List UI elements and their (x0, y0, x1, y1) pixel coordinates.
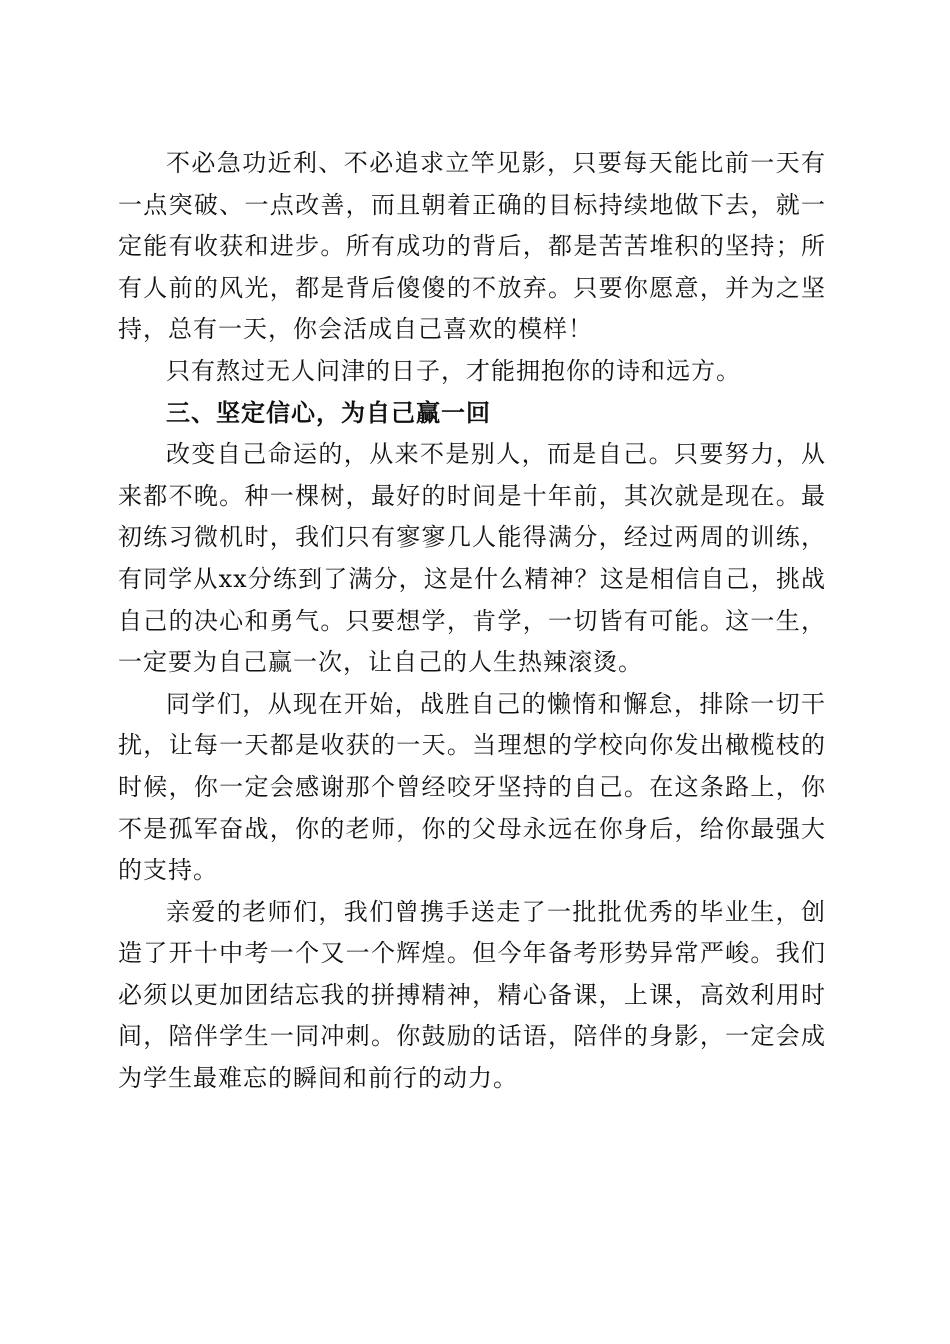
paragraph-students: 同学们，从现在开始，战胜自己的懒惰和懈怠，排除一切干扰，让每一天都是收获的一天。当理想的学校向你发出橄榄枝的时候，你一定会感谢那个曾经咬牙坚持的自己。在这条路上，你不是孤军奋战，你的老师，你的父母永远在你身后，给你最强大的支持。 (118, 689, 826, 885)
paragraph-persistence: 不必急功近利、不必追求立竿见影，只要每天能比前一天有一点突破、一点改善，而且朝着正确的目标持续地做下去，就一定能有收获和进步。所有成功的背后，都是苦苦堆积的坚持；所有人前的风光，都是背后傻傻的不放弃。只要你愿意，并为之坚持，总有一天，你会活成自己喜欢的模样！ (118, 149, 826, 344)
paragraph-poetry-and-distance: 只有熬过无人问津的日子，才能拥抱你的诗和远方。 (166, 356, 741, 385)
section-heading-three: 三、坚定信心，为自己赢一回 (166, 398, 491, 427)
paragraph-teachers: 亲爱的老师们，我们曾携手送走了一批批优秀的毕业生，创造了开十中考一个又一个辉煌。但今年备考形势异常严峻。我们必须以更加团结忘我的拼搏精神，精心备课，上课，高效利用时间，陪伴学生一同冲刺。你鼓励的话语，陪伴的身影，一定会成为学生最难忘的瞬间和前行的动力。 (118, 897, 826, 1093)
paragraph-change-destiny: 改变自己命运的，从来不是别人，而是自己。只要努力，从来都不晚。种一棵树，最好的时间是十年前，其次就是现在。最初练习微机时，我们只有寥寥几人能得满分，经过两周的训练，有同学从xx分练到了满分，这是什么精神？这是相信自己，挑战自己的决心和勇气。只要想学，肯学，一切皆有可能。这一生，一定要为自己赢一次，让自己的人生热辣滚烫。 (118, 440, 826, 677)
document-body (118, 143, 826, 1100)
